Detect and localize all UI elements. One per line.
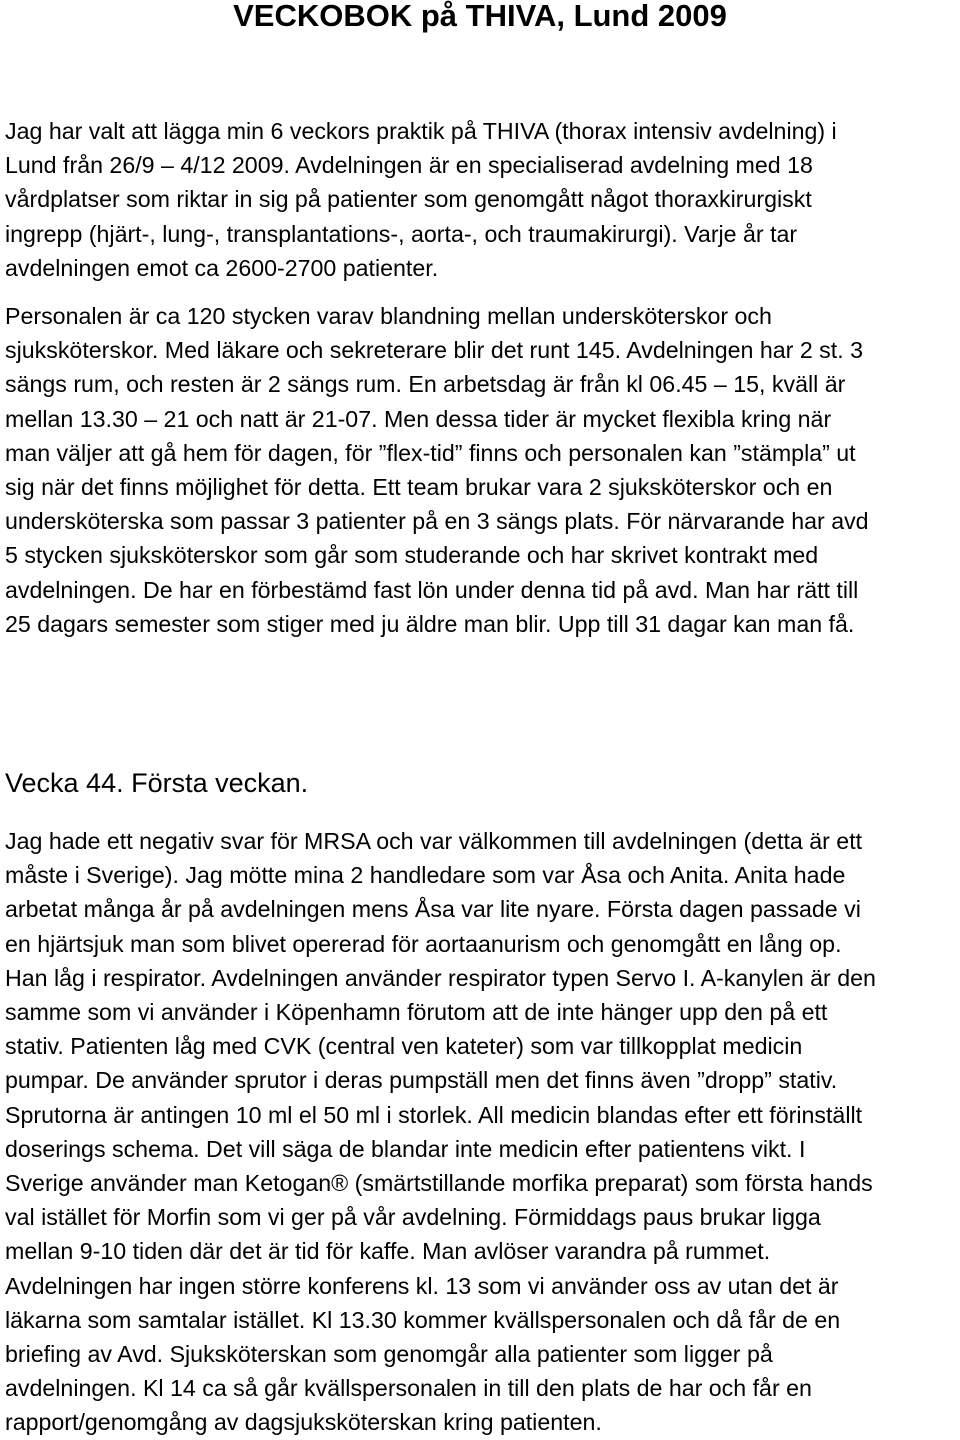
text-line: Personalen är ca 120 stycken varav blandning mellan undersköterskor och — [5, 303, 772, 329]
text-line: avdelningen. De har en förbestämd fast lön under denna tid på avd. Man har rätt till — [5, 576, 859, 603]
week-heading: Vecka 44. Första veckan. — [5, 768, 309, 798]
text-line: 25 dagars semester som stiger med ju äldre man blir. Upp till 31 dagar kan man få. — [5, 610, 855, 637]
text-line: briefing av Avd. Sjuksköterskan som genomgår alla patienter som ligger på — [5, 1341, 773, 1368]
text-line: avdelningen emot ca 2600-2700 patienter. — [5, 254, 439, 281]
week-paragraph — [5, 824, 960, 1440]
text-line: ingrepp (hjärt-, lung-, transplantations-, aorta-, och traumakirurgi). Varje år tar — [5, 220, 798, 247]
text-line: stativ. Patienten låg med CVK (central ven kateter) som var tillkopplat medicin — [5, 1033, 803, 1060]
intro-paragraph-2 — [5, 299, 960, 641]
text-line: arbetat många år på avdelningen mens Åsa var lite nyare. Första dagen passade vi — [5, 896, 861, 923]
text-line: pumpar. De använder sprutor i deras pumpställ men det finns även ”dropp” stativ. — [5, 1067, 838, 1094]
text-line: vårdplatser som riktar in sig på patienter som genomgått något thoraxkirurgiskt — [5, 186, 812, 213]
text-line: Lund från 26/9 – 4/12 2009. Avdelningen är en specialiserad avdelning med 18 — [5, 152, 813, 179]
text-line: Jag hade ett negativ svar för MRSA och var välkommen till avdelningen (detta är ett — [5, 828, 863, 854]
intro-paragraph-1 — [5, 114, 960, 285]
text-line: Han låg i respirator. Avdelningen använder respirator typen Servo I. A-kanylen är den — [5, 964, 876, 991]
text-line: sängs rum, och resten är 2 sängs rum. En arbetsdag är från kl 06.45 – 15, kväll är — [5, 371, 846, 398]
text-line: rapport/genomgång av dagsjuksköterskan kring patienten. — [5, 1409, 602, 1436]
text-line: en hjärtsjuk man som blivet opererad för aortaanurism och genomgått en lång op. — [5, 930, 842, 957]
text-line: 5 stycken sjuksköterskor som går som studerande och har skrivet kontrakt med — [5, 542, 819, 569]
text-line: undersköterska som passar 3 patienter på en 3 sängs plats. För närvarande har avd — [5, 508, 869, 535]
text-line: Jag har valt att lägga min 6 veckors praktik på THIVA (thorax intensiv avdelning) i — [5, 118, 837, 144]
text-line: sig när det finns möjlighet för detta. Ett team brukar vara 2 sjuksköterskor och en — [5, 474, 833, 501]
text-line: Sprutorna är antingen 10 ml el 50 ml i storlek. All medicin blandas efter ett förinställt — [5, 1101, 863, 1128]
text-line: samme som vi använder i Köpenhamn förutom att de inte hänger upp den på ett — [5, 999, 828, 1026]
text-line: måste i Sverige). Jag mötte mina 2 handledare som var Åsa och Anita. Anita hade — [5, 862, 846, 889]
text-line: doserings schema. Det vill säga de blandar inte medicin efter patientens vikt. I — [5, 1135, 806, 1162]
text-line: mellan 13.30 – 21 och natt är 21-07. Men dessa tider är mycket flexibla kring när — [5, 405, 832, 432]
text-line: val istället för Morfin som vi ger på vår avdelning. Förmiddags paus brukar ligga — [5, 1204, 821, 1231]
text-line: läkarna som samtalar istället. Kl 13.30 kommer kvällspersonalen och då får de en — [5, 1306, 841, 1333]
text-line: Sverige använder man Ketogan® (smärtstillande morfika preparat) som första hands — [5, 1170, 873, 1197]
text-line: avdelningen. Kl 14 ca så går kvällspersonalen in till den plats de har och får en — [5, 1375, 812, 1402]
text-line: sjuksköterskor. Med läkare och sekreterare blir det runt 145. Avdelningen har 2 st. 3 — [5, 337, 863, 364]
text-line: Avdelningen har ingen större konferens kl. 13 som vi använder oss av utan det är — [5, 1272, 839, 1299]
text-line: mellan 9-10 tiden där det är tid för kaffe. Man avlöser varandra på rummet. — [5, 1238, 771, 1265]
text-line: man väljer att gå hem för dagen, för ”flex-tid” finns och personalen kan ”stämpla” ut — [5, 439, 856, 466]
document-title: VECKOBOK på THIVA, Lund 2009 — [233, 0, 727, 33]
